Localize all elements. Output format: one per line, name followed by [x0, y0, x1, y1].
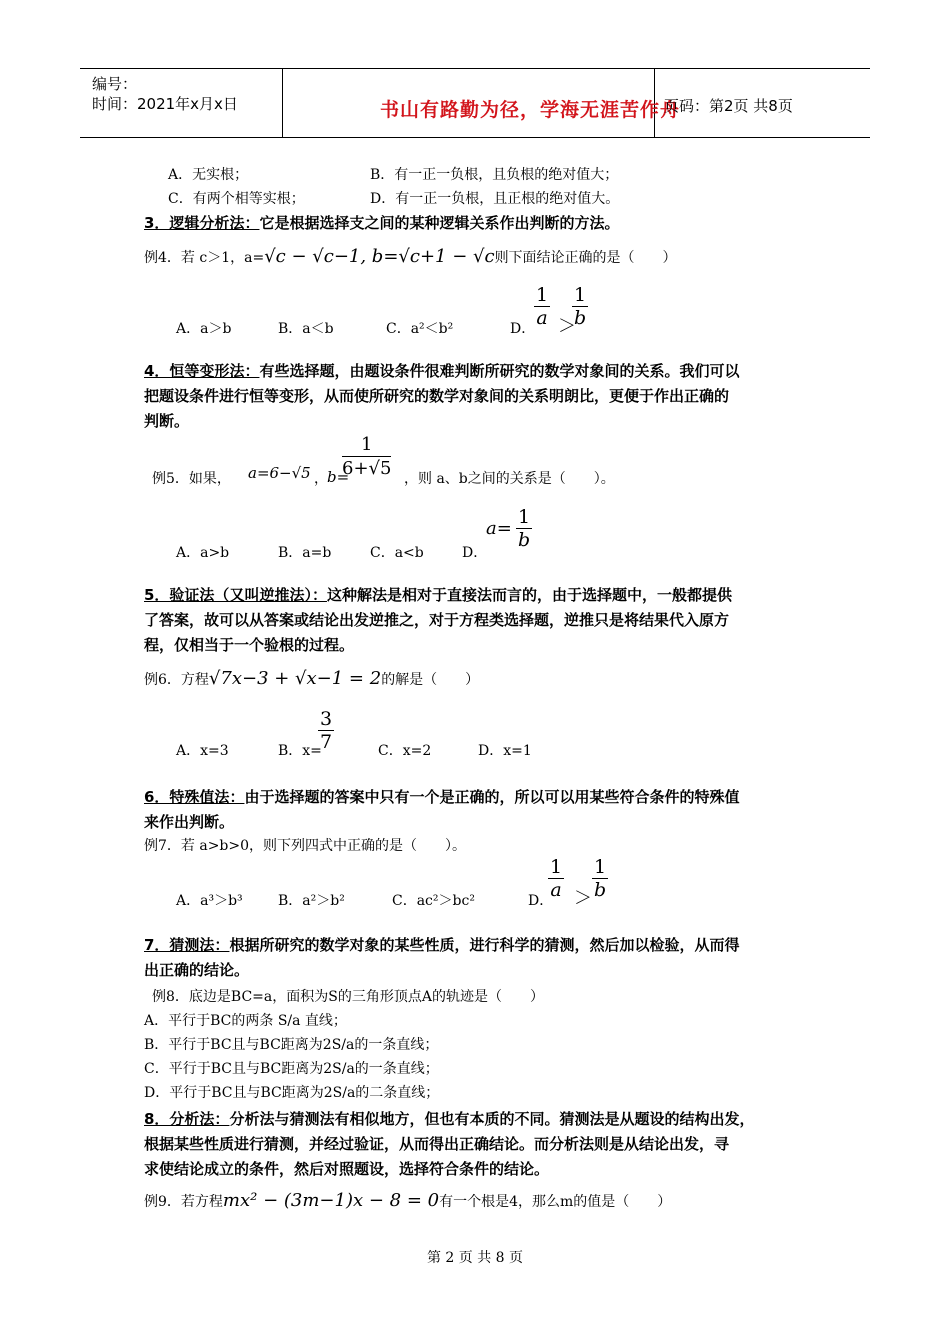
section-5-text-1: 这种解法是相对于直接法而言的，由于选择题中，一般都提供	[326, 586, 732, 604]
section-5-text-2: 了答案，故可以从答案或结论出发逆推之，对于方程类选择题，逆推只是将结果代入原方	[144, 611, 730, 629]
example-8-option-b: B．平行于BC且与BC距离为2S/a的一条直线；	[144, 1037, 439, 1053]
example-5-post: ，则 a、b之间的关系是（ ）。	[404, 471, 615, 487]
example-5-option-b: B．a=b	[278, 545, 332, 561]
section-4-text-3: 判断。	[144, 412, 190, 430]
example-9-math: mx² − (3m−1)x − 8 = 0	[222, 1190, 440, 1211]
section-7-text-1: 根据所研究的数学对象的某些性质，进行科学的猜测，然后加以检验，从而得	[229, 936, 740, 954]
example-6-fraction	[318, 708, 334, 753]
example-6-option-d: D．x=1	[478, 743, 532, 759]
example-4-post: 则下面结论正确的是（ ）	[494, 250, 677, 266]
fraction-denominator: b	[593, 879, 607, 901]
example-9-post: 有一个根是4，那么m的值是（ ）	[439, 1194, 672, 1210]
header-table	[80, 68, 870, 138]
example-5-fraction	[342, 434, 391, 480]
section-8-text-1: 分析法与猜测法有相似地方，但也有本质的不同。猜测法是从题设的结构出发，	[229, 1110, 755, 1128]
fraction-numerator: 1	[574, 284, 587, 306]
option-a: A．无实根；	[168, 167, 249, 183]
fraction-denominator: a	[550, 879, 562, 901]
section-4-heading	[144, 360, 739, 381]
example-7: 例7．若 a>b>0，则下列四式中正确的是（ ）。	[144, 838, 467, 854]
section-3-heading	[144, 212, 619, 233]
example-7-option-d: D．	[528, 893, 554, 909]
example-7-option-b: B．a²＞b²	[278, 893, 345, 909]
example-9-line	[144, 1190, 671, 1211]
example-7-gt: ＞	[574, 888, 592, 909]
section-7-heading	[144, 934, 739, 955]
fraction-numerator: 3	[320, 708, 333, 730]
fraction-numerator: 1	[536, 284, 549, 306]
example-8: 例8．底边是BC=a，面积为S的三角形顶点A的轨迹是（ ）	[152, 989, 544, 1005]
section-7-title: 7．猜测法：	[144, 936, 230, 954]
example-6-line	[144, 668, 479, 689]
fraction-numerator: 1	[594, 856, 607, 878]
example-5-option-a: A．a>b	[176, 545, 230, 561]
example-4-pre: 例4．若 c＞1，a=	[144, 250, 265, 266]
example-5-pre: 例5．如果，	[152, 471, 231, 487]
example-4-option-a: A．a＞b	[176, 321, 232, 337]
example-8-option-a: A．平行于BC的两条 S/a 直线；	[144, 1013, 347, 1029]
example-7-fraction-1	[548, 856, 564, 901]
fraction-denominator: b	[517, 529, 531, 551]
fraction-numerator: 1	[361, 434, 373, 455]
example-6-option-a: A．x=3	[176, 743, 229, 759]
example-4-gt: ＞	[558, 316, 576, 337]
example-7-option-c: C．ac²＞bc²	[392, 893, 475, 909]
example-6-math: √7x−3 + √x−1 = 2	[208, 668, 382, 689]
section-6-text-1: 由于选择题的答案中只有一个是正确的，所以可以用某些符合条件的特殊值	[244, 788, 740, 806]
page-footer: 第 2 页 共 8 页	[426, 1250, 524, 1266]
section-3-title: 3．逻辑分析法：	[144, 214, 260, 232]
option-c: C．有两个相等实根；	[168, 191, 305, 207]
header-page-label: 页码：第2页 共8页	[664, 97, 793, 115]
section-8-text-3: 求使结论成立的条件，然后对照题设，选择符合条件的结论。	[144, 1160, 550, 1178]
example-4-fraction-2	[572, 284, 588, 329]
header-code-label: 编号：	[92, 75, 138, 93]
section-8-text-2: 根据某些性质进行猜测，并经过验证，从而得出正确结论。而分析法则是从结论出发，寻	[144, 1135, 730, 1153]
header-time-label: 时间：2021年x月x日	[92, 95, 238, 113]
section-6-title: 6．特殊值法：	[144, 788, 245, 806]
example-5-a: a=6−√5	[248, 464, 311, 482]
example-6-option-b: B．x=	[278, 743, 322, 759]
example-8-option-c: C．平行于BC且与BC距离为2S/a的一条直线；	[144, 1061, 439, 1077]
section-4-text-2: 把题设条件进行恒等变形，从而使所研究的数学对象间的关系明朗比，更便于作出正确的	[144, 387, 730, 405]
example-4-fraction-1	[534, 284, 550, 329]
section-7-text-2: 出正确的结论。	[144, 961, 250, 979]
section-8-heading	[144, 1108, 754, 1129]
section-4-title: 4．恒等变形法：	[144, 362, 260, 380]
example-6-pre: 例6．方程	[144, 672, 209, 688]
example-5-d-lhs: a=	[486, 518, 512, 539]
example-4-option-d: D．	[510, 321, 536, 337]
fraction-numerator: 1	[518, 506, 531, 528]
section-5-title: 5．验证法（又叫逆推法）：	[144, 586, 327, 604]
section-4-text-1: 有些选择题，由题设条件很难判断所研究的数学对象间的关系。我们可以	[259, 362, 740, 380]
section-5-heading	[144, 584, 732, 605]
option-d: D．有一正一负根，且正根的绝对值大。	[370, 191, 620, 207]
example-5-option-d: D．	[462, 545, 488, 561]
fraction-denominator: a	[536, 307, 548, 329]
example-9-pre: 例9．若方程	[144, 1194, 223, 1210]
example-4-math: √c − √c−1, b=√c+1 − √c	[264, 246, 495, 267]
example-5-option-c: C．a<b	[370, 545, 424, 561]
section-6-heading	[144, 786, 739, 807]
fraction-denominator: 6+√5	[342, 458, 392, 479]
fraction-denominator: b	[573, 307, 587, 329]
section-5-text-3: 程，仅相当于一个验根的过程。	[144, 636, 355, 654]
example-5-d-fraction	[516, 506, 532, 551]
example-5-comma: ，	[314, 471, 328, 487]
example-4-option-b: B．a＜b	[278, 321, 334, 337]
section-6-text-2: 来作出判断。	[144, 813, 235, 831]
example-7-option-a: A．a³＞b³	[176, 893, 243, 909]
header-motto: 书山有路勤为径，学海无涯苦作舟	[380, 99, 681, 121]
option-b: B．有一正一负根，且负根的绝对值大；	[370, 167, 619, 183]
fraction-denominator: 7	[320, 731, 333, 753]
header-divider	[282, 69, 283, 137]
example-6-post: 的解是（ ）	[381, 672, 480, 688]
example-5-b-label: b=	[327, 468, 350, 486]
example-8-option-d: D．平行于BC且与BC距离为2S/a的二条直线；	[144, 1085, 440, 1101]
example-6-option-c: C．x=2	[378, 743, 432, 759]
example-4-option-c: C．a²＜b²	[386, 321, 454, 337]
example-7-fraction-2	[592, 856, 608, 901]
section-8-title: 8．分析法：	[144, 1110, 230, 1128]
fraction-numerator: 1	[550, 856, 563, 878]
example-4-line	[144, 246, 677, 267]
section-3-text: 它是根据选择支之间的某种逻辑关系作出判断的方法。	[259, 214, 620, 232]
